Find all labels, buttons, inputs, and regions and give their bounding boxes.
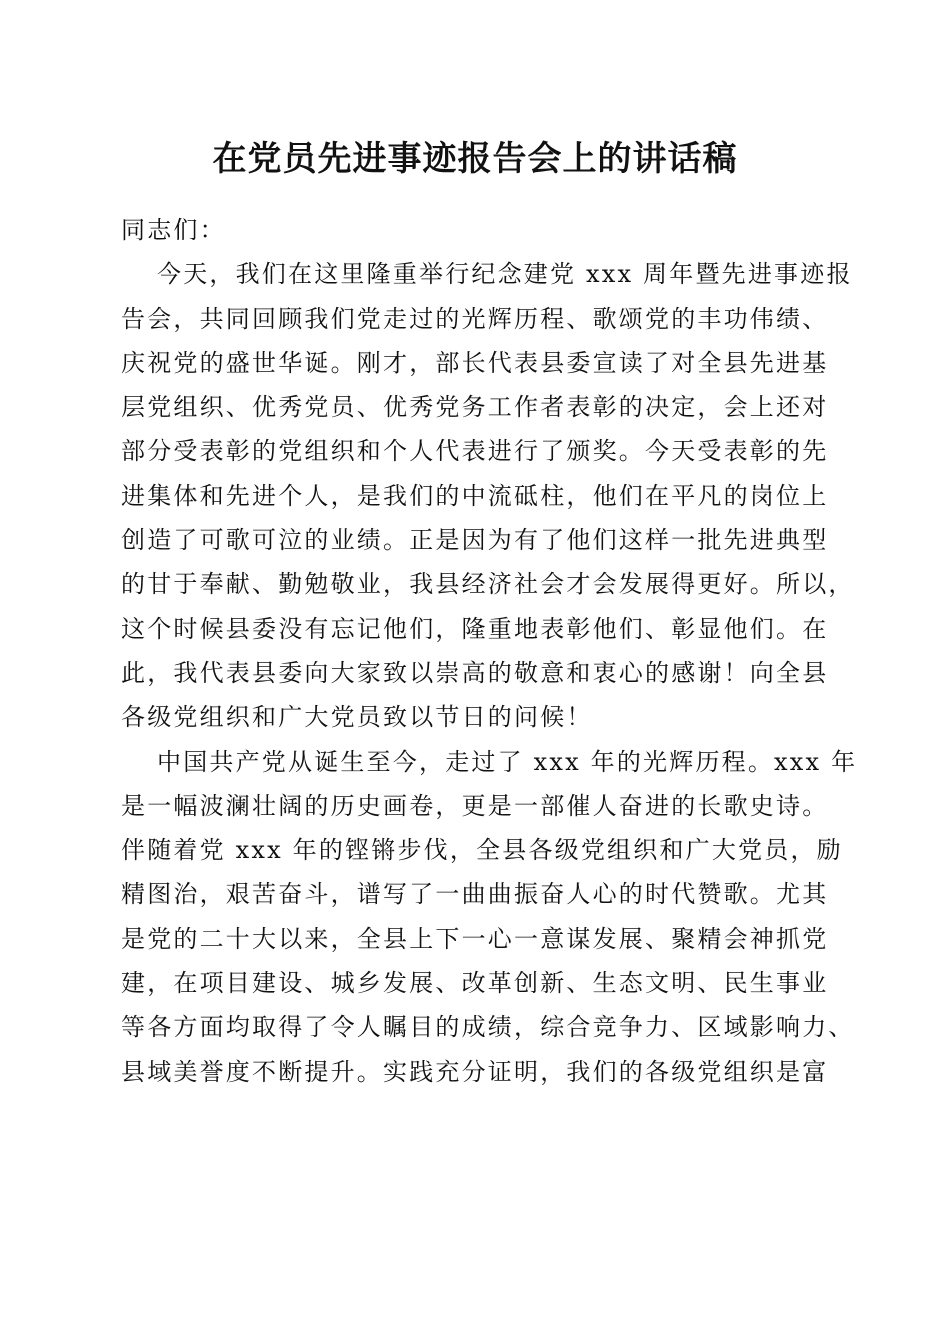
body-line: 层党组织、优秀党员、优秀党务工作者表彰的决定，会上还对	[121, 393, 829, 422]
body-line: 创造了可歌可泣的业绩。正是因为有了他们这样一批先进典型	[121, 526, 829, 555]
body-line: 进集体和先进个人，是我们的中流砥柱，他们在平凡的岗位上	[121, 481, 829, 510]
body-line: 各级党组织和广大党员致以节日的问候！	[121, 703, 593, 732]
body-line: 是党的二十大以来，全县上下一心一意谋发展、聚精会神抓党	[121, 924, 829, 953]
body-line: 今天，我们在这里隆重举行纪念建党 xxx 周年暨先进事迹报	[157, 260, 853, 289]
body-line: 同志们：	[121, 216, 226, 244]
body-line: 的甘于奉献、勤勉敬业，我县经济社会才会发展得更好。所以，	[121, 570, 855, 599]
body-line: 告会，共同回顾我们党走过的光辉历程、歌颂党的丰功伟绩、	[121, 304, 829, 333]
body-line: 伴随着党 xxx 年的铿锵步伐，全县各级党组织和广大党员，励	[121, 836, 843, 865]
document-body	[121, 208, 858, 1094]
body-line: 等各方面均取得了令人瞩目的成绩，综合竞争力、区域影响力、	[121, 1013, 855, 1042]
document-title: 在党员先进事迹报告会上的讲话稿	[212, 139, 738, 179]
body-line: 精图治，艰苦奋斗，谱写了一曲曲振奋人心的时代赞歌。尤其	[121, 880, 829, 909]
body-line: 是一幅波澜壮阔的历史画卷，更是一部催人奋进的长歌史诗。	[121, 791, 829, 820]
body-line: 中国共产党从诞生至今，走过了 xxx 年的光辉历程。xxx 年	[157, 747, 858, 776]
body-line: 这个时候县委没有忘记他们，隆重地表彰他们、彰显他们。在	[121, 614, 829, 643]
body-line: 此，我代表县委向大家致以崇高的敬意和衷心的感谢！向全县	[121, 658, 829, 687]
body-line: 部分受表彰的党组织和个人代表进行了颁奖。今天受表彰的先	[121, 437, 829, 466]
body-line: 庆祝党的盛世华诞。刚才，部长代表县委宣读了对全县先进基	[121, 348, 829, 377]
body-line: 县域美誉度不断提升。实践充分证明，我们的各级党组织是富	[121, 1057, 829, 1086]
body-line: 建，在项目建设、城乡发展、改革创新、生态文明、民生事业	[121, 969, 829, 998]
